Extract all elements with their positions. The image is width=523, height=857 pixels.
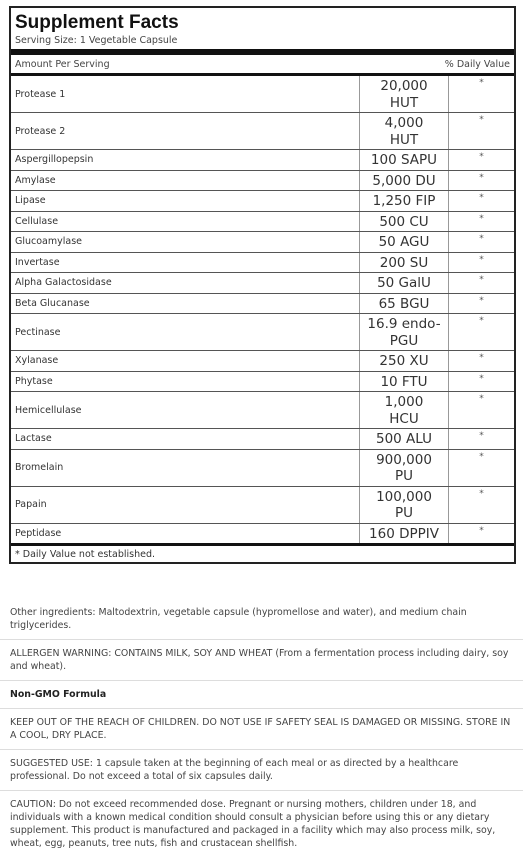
amount-line-2: HCU bbox=[389, 410, 419, 427]
amount-line-1: 250 XU bbox=[379, 353, 429, 369]
ingredient-name: Cellulase bbox=[11, 212, 360, 232]
ingredient-name: Lactase bbox=[11, 429, 360, 449]
ingredient-amount bbox=[360, 150, 449, 170]
ingredient-amount bbox=[360, 294, 449, 314]
caution-text: CAUTION: Do not exceed recommended dose. Pregnant or nursing mothers, children under 18, and individuals with a known medical condition should consult a physician before using this or any dietary supplement. This product is manufactured and packaged in a facility which may also process milk, soy, wheat, egg, peanuts, tree nuts, fish and crustacean shellfish. bbox=[10, 799, 496, 849]
daily-value: * bbox=[479, 295, 484, 306]
facts-row bbox=[11, 76, 514, 113]
ingredient-amount bbox=[360, 212, 449, 232]
amount-line-1: 10 FTU bbox=[380, 373, 428, 390]
amount-line-2: PGU bbox=[389, 332, 419, 349]
ingredient-amount bbox=[360, 273, 449, 293]
amount-line-1: 500 CU bbox=[379, 213, 429, 230]
daily-value: * bbox=[479, 78, 484, 88]
ingredient-name: Xylanase bbox=[11, 351, 360, 371]
facts-row bbox=[11, 113, 514, 150]
amount-line-1: 16.9 endo- bbox=[367, 316, 441, 332]
facts-row bbox=[11, 191, 514, 212]
facts-row bbox=[11, 429, 514, 450]
amount-line-2: HUT bbox=[389, 94, 419, 111]
facts-row bbox=[11, 212, 514, 233]
ingredient-amount bbox=[360, 113, 449, 149]
daily-value: * bbox=[479, 394, 484, 404]
ingredient-name: Glucoamylase bbox=[11, 232, 360, 252]
ingredient-name: Pectinase bbox=[11, 314, 360, 350]
daily-value: * bbox=[479, 254, 484, 265]
amount-line-1: 50 AGU bbox=[378, 234, 430, 250]
keep-out-warning: KEEP OUT OF THE REACH OF CHILDREN. DO NOT USE IF SAFETY SEAL IS DAMAGED OR MISSING. STORE IN A COOL, DRY PLACE. bbox=[0, 709, 523, 750]
ingredient-amount bbox=[360, 487, 449, 523]
daily-value: * bbox=[479, 488, 484, 499]
amount-per-serving-header: Amount Per Serving bbox=[15, 59, 110, 70]
amount-line-1: 20,000 bbox=[380, 78, 428, 94]
non-gmo-label: Non-GMO Formula bbox=[0, 681, 523, 709]
ingredient-amount bbox=[360, 351, 449, 371]
facts-rows bbox=[11, 76, 514, 546]
ingredient-amount bbox=[360, 392, 449, 428]
ingredient-name: Peptidase bbox=[11, 524, 360, 544]
daily-value: * bbox=[479, 316, 484, 326]
ingredient-amount bbox=[360, 191, 449, 211]
ingredient-name: Protease 2 bbox=[11, 113, 360, 149]
ingredient-amount bbox=[360, 232, 449, 252]
ingredient-name: Phytase bbox=[11, 372, 360, 392]
facts-row bbox=[11, 351, 514, 372]
daily-value: * bbox=[479, 115, 484, 125]
daily-value: * bbox=[479, 451, 484, 462]
facts-row bbox=[11, 314, 514, 351]
daily-value: * bbox=[479, 525, 484, 536]
other-ingredients: Other ingredients: Maltodextrin, vegetable capsule (hypromellose and water), and medium chain triglycerides. bbox=[0, 599, 523, 640]
facts-row bbox=[11, 372, 514, 393]
serving-size: Serving Size: 1 Vegetable Capsule bbox=[11, 33, 514, 55]
amount-line-1: 200 SU bbox=[379, 254, 429, 271]
amount-line-2: PU bbox=[394, 468, 413, 484]
amount-line-1: 50 GalU bbox=[377, 275, 431, 291]
ingredient-name: Bromelain bbox=[11, 450, 360, 486]
facts-row bbox=[11, 294, 514, 315]
ingredient-amount bbox=[360, 429, 449, 449]
daily-value: * bbox=[479, 172, 484, 183]
supplement-facts-panel bbox=[9, 6, 516, 564]
ingredient-amount bbox=[360, 524, 449, 544]
ingredient-name: Beta Glucanase bbox=[11, 294, 360, 314]
ingredient-name: Amylase bbox=[11, 171, 360, 191]
daily-value: * bbox=[479, 373, 484, 384]
amount-line-1: 160 DPPIV bbox=[369, 525, 439, 542]
ingredient-amount bbox=[360, 450, 449, 486]
daily-value: * bbox=[479, 431, 484, 441]
amount-line-1: 500 ALU bbox=[375, 431, 433, 447]
amount-line-1: 100,000 bbox=[376, 488, 432, 505]
daily-value: * bbox=[479, 234, 484, 244]
ingredient-amount bbox=[360, 314, 449, 350]
ingredient-amount bbox=[360, 372, 449, 392]
ingredient-amount bbox=[360, 76, 449, 112]
facts-title: Supplement Facts bbox=[15, 12, 179, 33]
daily-value: * bbox=[479, 193, 484, 203]
allergen-warning: ALLERGEN WARNING: CONTAINS MILK, SOY AND WHEAT (From a fermentation process including dairy, soy and wheat). bbox=[0, 640, 523, 681]
daily-value: * bbox=[479, 213, 484, 224]
amount-line-2: PU bbox=[394, 505, 413, 521]
facts-header-row bbox=[11, 55, 514, 76]
facts-row bbox=[11, 253, 514, 274]
amount-line-1: 1,000 bbox=[384, 394, 424, 410]
amount-line-1: 100 SAPU bbox=[370, 152, 438, 168]
amount-line-1: 5,000 DU bbox=[372, 172, 436, 189]
daily-value: * bbox=[479, 275, 484, 285]
ingredient-name: Hemicellulase bbox=[11, 392, 360, 428]
daily-value: * bbox=[479, 152, 484, 162]
amount-line-1: 4,000 bbox=[384, 115, 424, 131]
facts-row bbox=[11, 232, 514, 253]
amount-line-2: HUT bbox=[389, 131, 419, 148]
ingredient-name: Invertase bbox=[11, 253, 360, 273]
facts-row bbox=[11, 487, 514, 524]
footnote: * Daily Value not established. bbox=[15, 549, 156, 560]
facts-row bbox=[11, 150, 514, 171]
facts-row bbox=[11, 524, 514, 547]
facts-row bbox=[11, 392, 514, 429]
facts-row bbox=[11, 171, 514, 192]
ingredient-name: Papain bbox=[11, 487, 360, 523]
daily-value: * bbox=[479, 353, 484, 363]
ingredient-amount bbox=[360, 171, 449, 191]
ingredient-amount bbox=[360, 253, 449, 273]
amount-line-1: 1,250 FIP bbox=[372, 193, 436, 209]
ingredient-name: Protease 1 bbox=[11, 76, 360, 112]
product-info bbox=[0, 599, 523, 857]
ingredient-name: Aspergillopepsin bbox=[11, 150, 360, 170]
amount-line-1: 900,000 bbox=[376, 451, 432, 468]
daily-value-header: % Daily Value bbox=[444, 59, 510, 70]
ingredient-name: Lipase bbox=[11, 191, 360, 211]
suggested-use: SUGGESTED USE: 1 capsule taken at the beginning of each meal or as directed by a healthcare professional. Do not exceed a total of six capsules daily. bbox=[0, 750, 523, 791]
facts-row bbox=[11, 273, 514, 294]
facts-row bbox=[11, 450, 514, 487]
amount-line-1: 65 BGU bbox=[378, 295, 430, 312]
ingredient-name: Alpha Galactosidase bbox=[11, 273, 360, 293]
